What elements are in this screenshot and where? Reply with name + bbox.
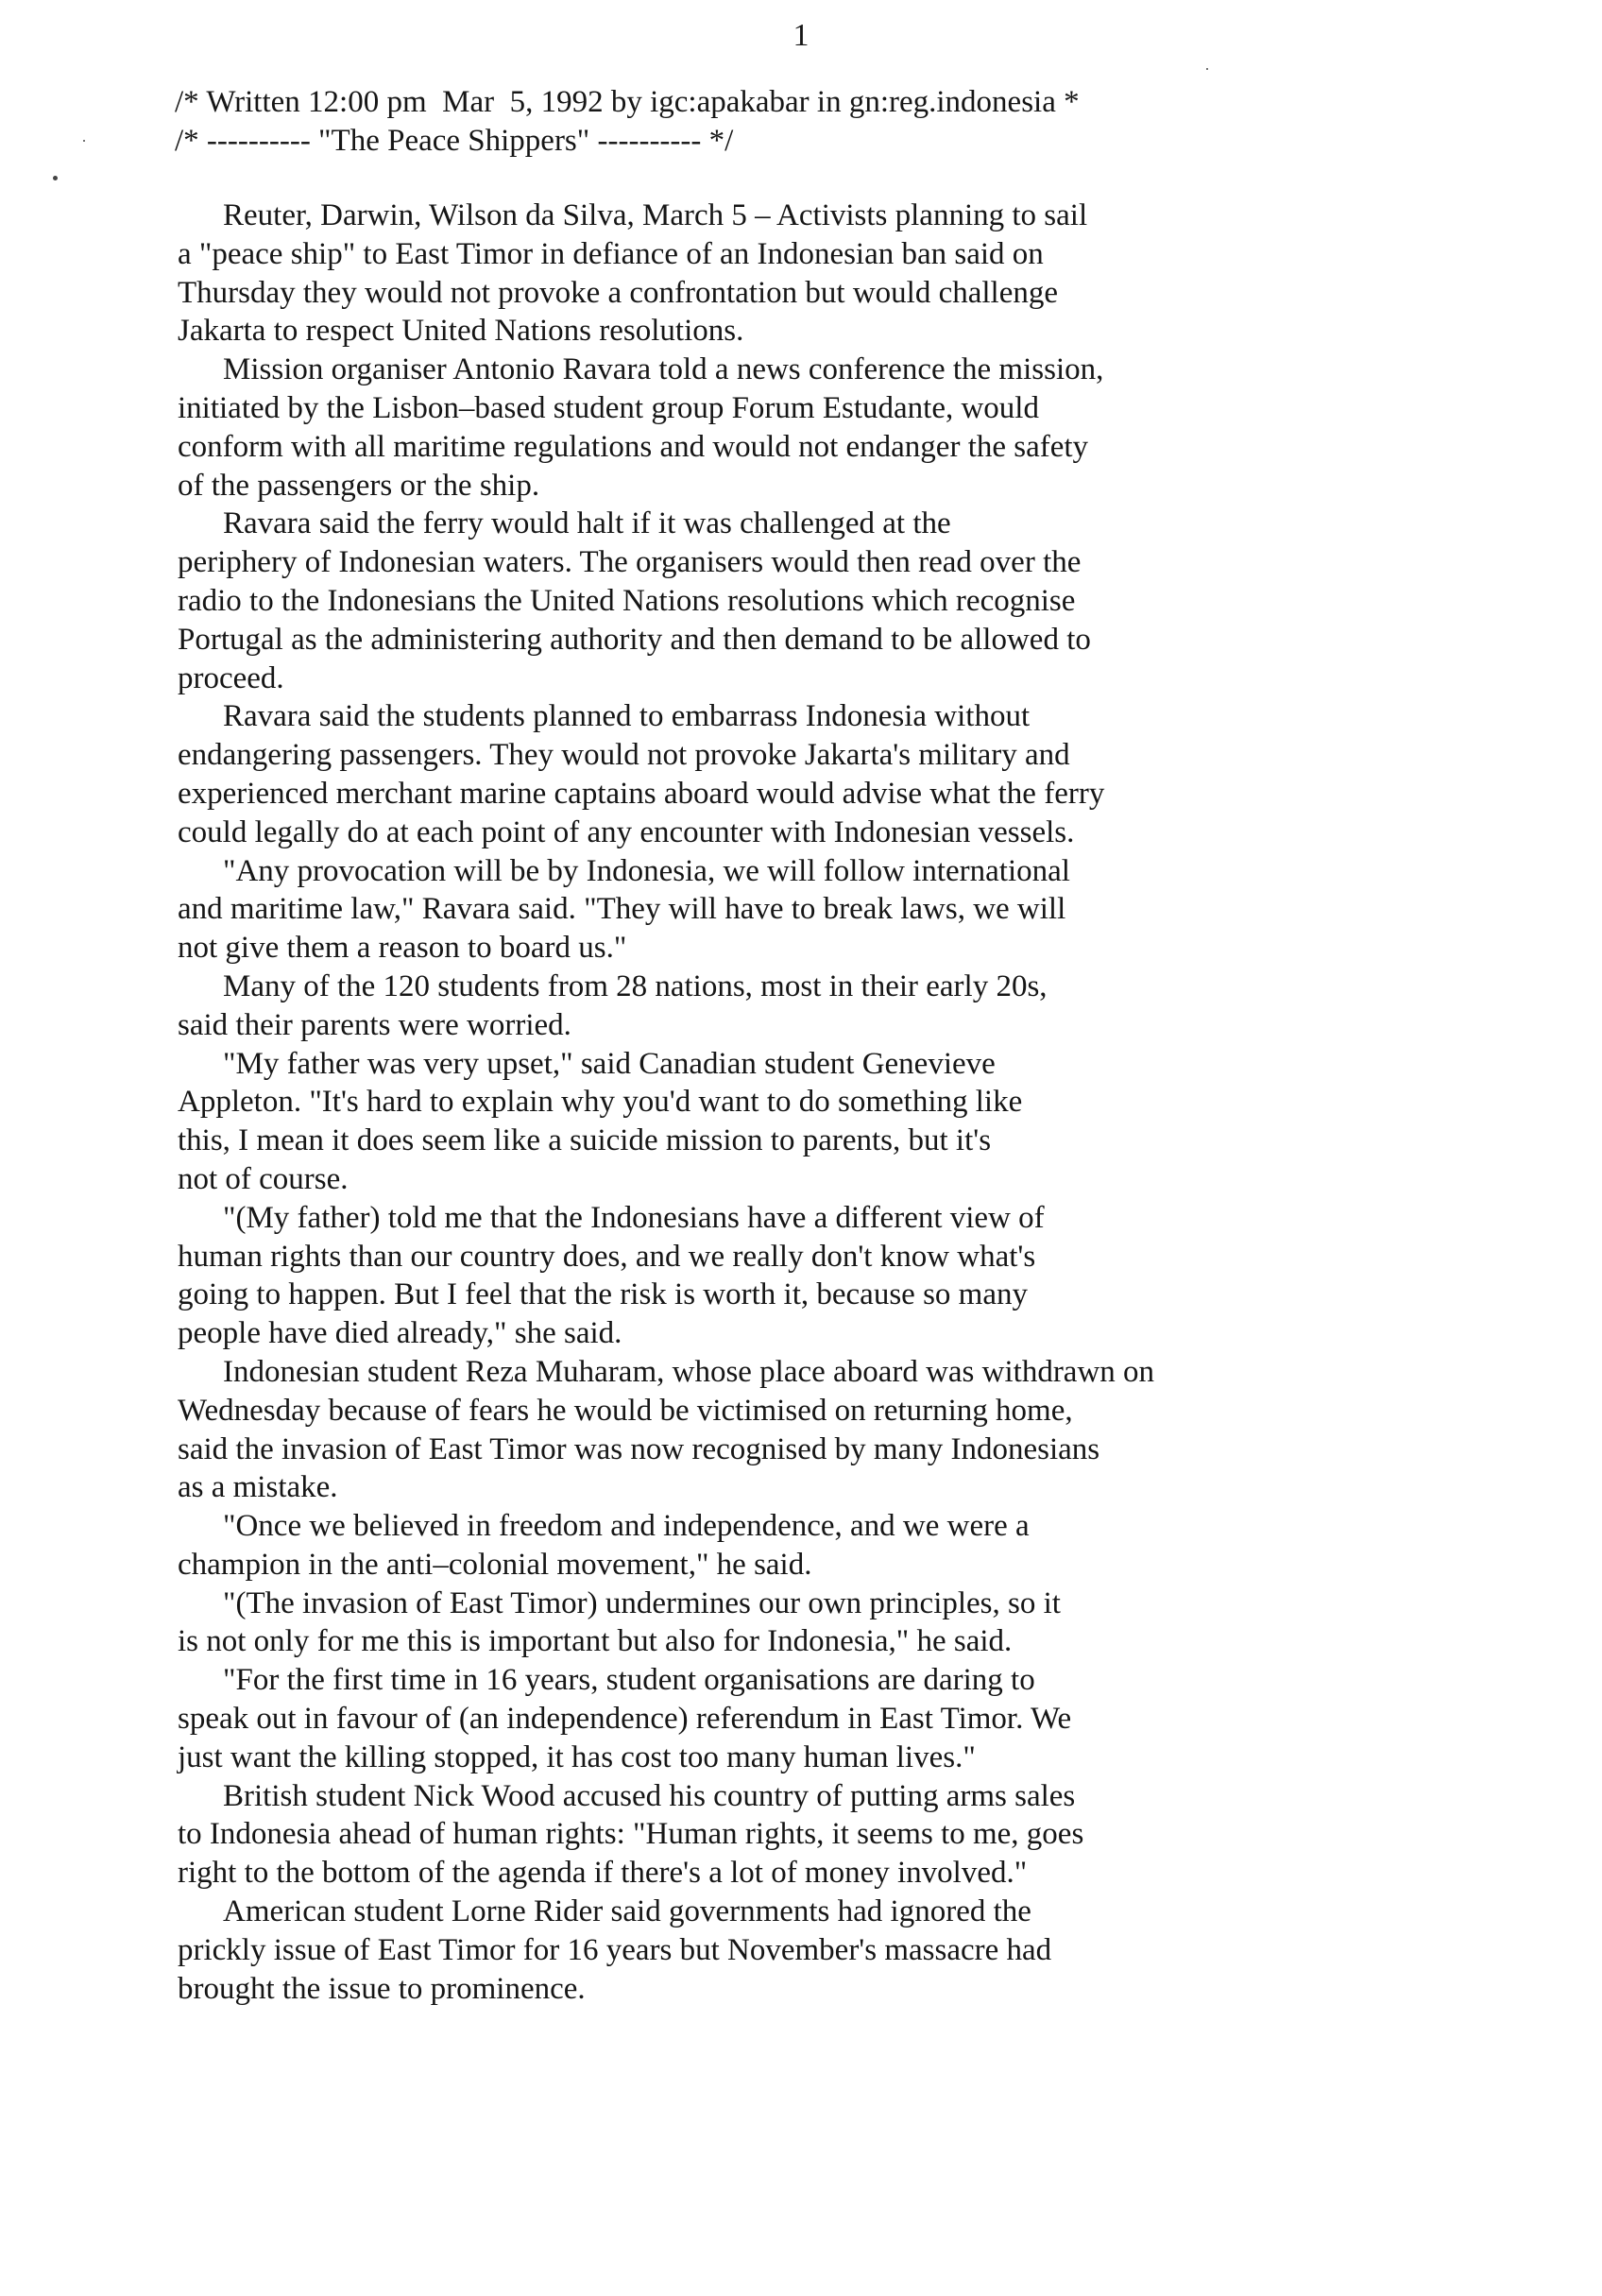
- page-number: 1: [792, 18, 810, 53]
- scan-speck: [53, 176, 58, 180]
- article-paragraph: [178, 1585, 1528, 1662]
- paragraph-line: Mission organiser Antonio Ravara told a news conference the mission,: [223, 352, 1104, 387]
- paragraph-line: "For the first time in 16 years, student organisations are daring to: [223, 1663, 1035, 1698]
- paragraph-line: could legally do at each point of any encounter with Indonesian vessels.: [178, 814, 1075, 849]
- header-written-line: /* Written 12:00 pm Mar 5, 1992 by igc:apakabar in gn:reg.indonesia *: [175, 85, 1080, 119]
- paragraph-line: "(My father) told me that the Indonesians have a different view of: [223, 1200, 1045, 1235]
- article-paragraph: [178, 351, 1528, 505]
- paragraph-line: initiated by the Lisbon–based student group Forum Estudante, would: [178, 390, 1039, 425]
- paragraph-line: a "peace ship" to East Timor in defiance of an Indonesian ban said on: [178, 236, 1044, 271]
- article-body: [178, 197, 1528, 2008]
- paragraph-line: not of course.: [178, 1161, 349, 1196]
- paragraph-line: periphery of Indonesian waters. The organisers would then read over the: [178, 545, 1082, 580]
- paragraph-line: right to the bottom of the agenda if there's a lot of money involved.": [178, 1856, 1028, 1891]
- article-paragraph: [178, 852, 1528, 968]
- paragraph-line: American student Lorne Rider said governments had ignored the: [223, 1894, 1031, 1929]
- paragraph-line: this, I mean it does seem like a suicide mission to parents, but it's: [178, 1123, 992, 1158]
- paragraph-line: endangering passengers. They would not provoke Jakarta's military and: [178, 738, 1070, 773]
- paragraph-line: "My father was very upset," said Canadian student Genevieve: [223, 1046, 996, 1081]
- paragraph-line: Jakarta to respect United Nations resolutions.: [178, 314, 744, 349]
- paragraph-line: just want the killing stopped, it has cost too many human lives.": [178, 1739, 976, 1774]
- paragraph-line: British student Nick Wood accused his country of putting arms sales: [223, 1778, 1076, 1813]
- paragraph-line: "(The invasion of East Timor) undermines our own principles, so it: [223, 1585, 1061, 1620]
- paragraph-line: going to happen. But I feel that the risk is worth it, because so many: [178, 1277, 1028, 1312]
- header-title-line: /* ---------- "The Peace Shippers" ---------- */: [175, 124, 734, 158]
- paragraph-line: said their parents were worried.: [178, 1007, 571, 1042]
- article-paragraph: [178, 1199, 1528, 1353]
- paragraph-line: conform with all maritime regulations and would not endanger the safety: [178, 429, 1089, 464]
- article-paragraph: [178, 697, 1528, 851]
- article-paragraph: [178, 197, 1528, 351]
- paragraph-line: experienced merchant marine captains aboard would advise what the ferry: [178, 776, 1105, 811]
- article-paragraph: [178, 1777, 1528, 1893]
- paragraph-line: radio to the Indonesians the United Nations resolutions which recognise: [178, 583, 1076, 618]
- scan-speck: [1206, 68, 1208, 70]
- paragraph-line: champion in the anti–colonial movement," he said.: [178, 1547, 812, 1582]
- paragraph-line: of the passengers or the ship.: [178, 468, 540, 503]
- paragraph-line: people have died already," she said.: [178, 1316, 622, 1351]
- paragraph-line: "Any provocation will be by Indonesia, we will follow international: [223, 853, 1070, 888]
- paragraph-line: speak out in favour of (an independence) referendum in East Timor. We: [178, 1702, 1072, 1737]
- paragraph-line: human rights than our country does, and we really don't know what's: [178, 1239, 1036, 1274]
- paragraph-line: Ravara said the ferry would halt if it was challenged at the: [223, 506, 951, 541]
- article-paragraph: [178, 1353, 1528, 1507]
- message-header: [175, 83, 1497, 161]
- article-paragraph: [178, 968, 1528, 1045]
- paragraph-line: Indonesian student Reza Muharam, whose place aboard was withdrawn on: [223, 1354, 1155, 1389]
- paragraph-line: prickly issue of East Timor for 16 years but November's massacre had: [178, 1932, 1052, 1967]
- paragraph-line: said the invasion of East Timor was now recognised by many Indonesians: [178, 1431, 1100, 1466]
- article-paragraph: [178, 505, 1528, 697]
- paragraph-line: to Indonesia ahead of human rights: "Human rights, it seems to me, goes: [178, 1817, 1084, 1852]
- paragraph-line: Appleton. "It's hard to explain why you'd want to do something like: [178, 1085, 1023, 1120]
- paragraph-line: not give them a reason to board us.": [178, 931, 627, 966]
- paragraph-line: Thursday they would not provoke a confrontation but would challenge: [178, 275, 1059, 310]
- article-paragraph: [178, 1507, 1528, 1585]
- paragraph-line: and maritime law," Ravara said. "They will have to break laws, we will: [178, 892, 1066, 927]
- paragraph-line: brought the issue to prominence.: [178, 1971, 586, 2006]
- paragraph-line: Many of the 120 students from 28 nations, most in their early 20s,: [223, 968, 1048, 1003]
- paragraph-line: is not only for me this is important but also for Indonesia," he said.: [178, 1624, 1013, 1659]
- scan-speck: [83, 140, 85, 142]
- paragraph-line: Portugal as the administering authority and then demand to be allowed to: [178, 622, 1091, 657]
- paragraph-line: Wednesday because of fears he would be victimised on returning home,: [178, 1393, 1073, 1428]
- paragraph-line: Ravara said the students planned to embarrass Indonesia without: [223, 699, 1031, 734]
- paragraph-line: Reuter, Darwin, Wilson da Silva, March 5 – Activists planning to sail: [223, 198, 1088, 232]
- article-paragraph: [178, 1661, 1528, 1776]
- paragraph-line: "Once we believed in freedom and independence, and we were a: [223, 1509, 1030, 1544]
- paragraph-line: as a mistake.: [178, 1470, 338, 1505]
- article-paragraph: [178, 1045, 1528, 1199]
- paragraph-line: proceed.: [178, 660, 284, 695]
- article-paragraph: [178, 1893, 1528, 2008]
